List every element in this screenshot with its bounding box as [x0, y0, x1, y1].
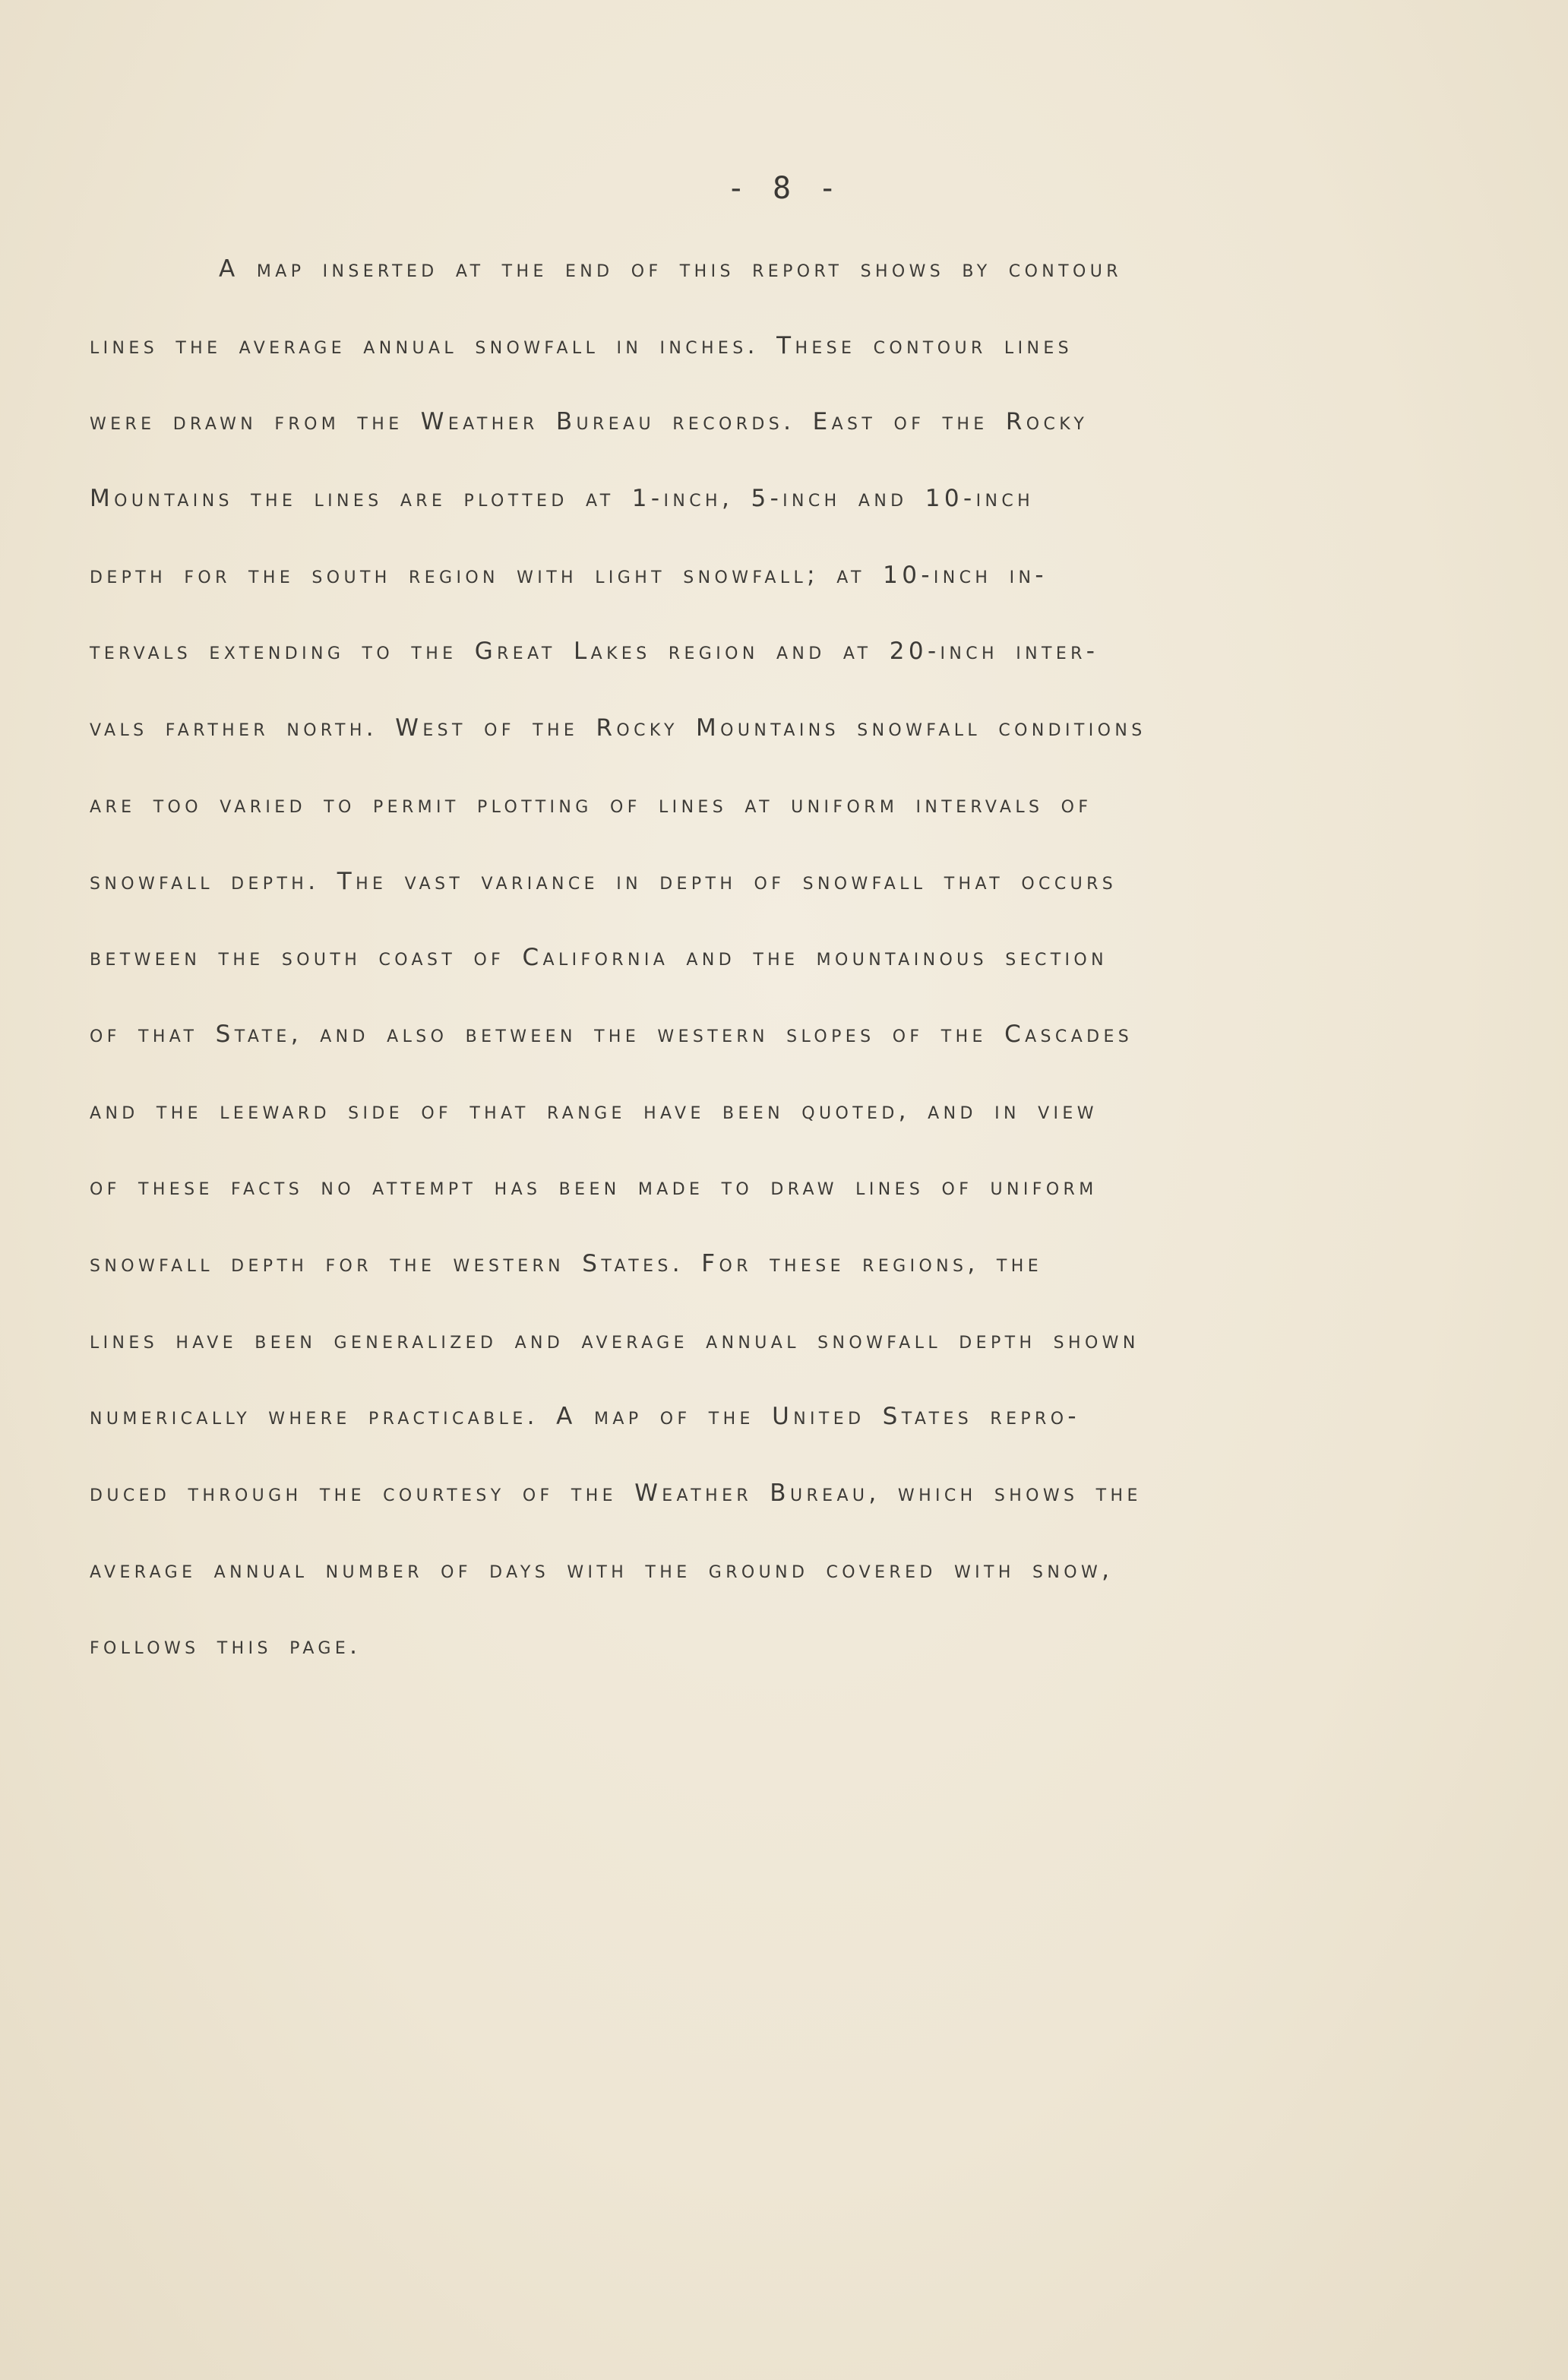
text-line: are too varied to permit plotting of lines at uniform intervals of [90, 790, 1092, 818]
body-paragraph [90, 251, 1381, 1704]
text-line: tervals extending to the Great Lakes region and at 20-inch inter- [90, 638, 1099, 666]
text-line: snowfall depth. The vast variance in depth of snowfall that occurs [90, 867, 1118, 895]
text-line: lines have been generalized and average annual snowfall depth shown [90, 1326, 1140, 1354]
text-line: A map inserted at the end of this report shows by contour [219, 255, 1122, 283]
text-line: depth for the south region with light snowfall; at 10-inch in- [90, 561, 1048, 589]
text-line: average annual number of days with the ground covered with snow, [90, 1556, 1114, 1584]
text-line: vals farther north. West of the Rocky Mountains snowfall conditions [90, 714, 1146, 742]
text-line: lines the average annual snowfall in inches. These contour lines [90, 331, 1073, 359]
text-line: follows this page. [90, 1632, 362, 1660]
text-line: of that State, and also between the western slopes of the Cascades [90, 1020, 1133, 1048]
text-line: Mountains the lines are plotted at 1-inch, 5-inch and 10-inch [90, 485, 1035, 513]
text-line: of these facts no attempt has been made to draw lines of uniform [90, 1173, 1098, 1201]
text-line: and the leeward side of that range have been quoted, and in view [90, 1097, 1098, 1125]
text-line: between the south coast of California and the mountainous section [90, 944, 1108, 972]
page-number: - 8 - [726, 171, 842, 206]
text-line: numerically where practicable. A map of the United States repro- [90, 1403, 1081, 1431]
text-line: duced through the courtesy of the Weather Bureau, which shows the [90, 1480, 1142, 1507]
text-line: were drawn from the Weather Bureau records. East of the Rocky [90, 408, 1089, 436]
text-line: snowfall depth for the western States. For these regions, the [90, 1249, 1042, 1277]
